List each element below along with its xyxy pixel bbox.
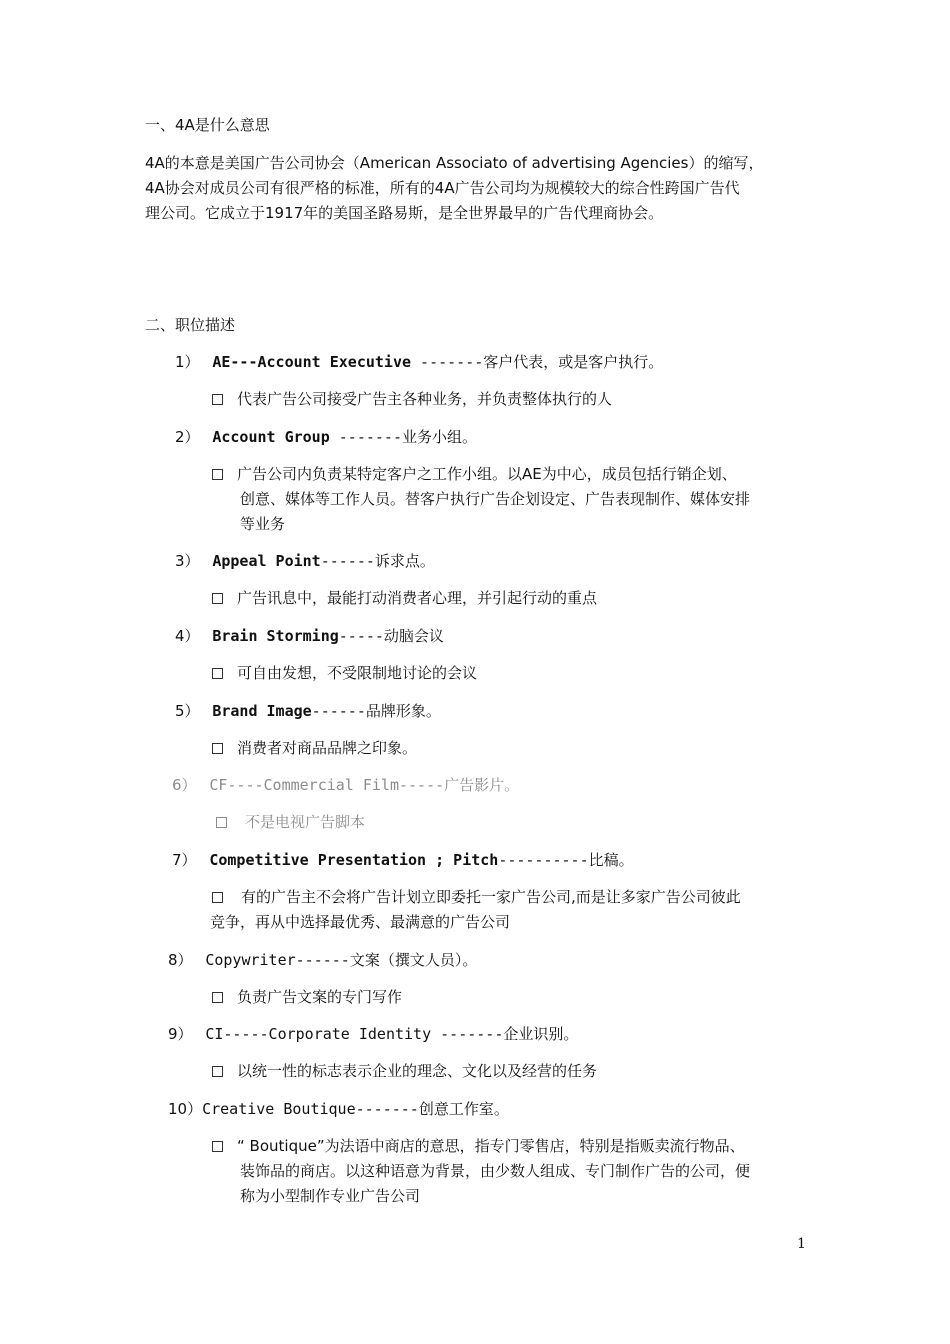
item-term: CF----Commercial Film bbox=[209, 776, 399, 794]
checkbox-bullet-icon bbox=[212, 469, 223, 480]
item-dashes: ------- bbox=[431, 1025, 504, 1043]
term-item-2 bbox=[175, 425, 477, 449]
item-dashes: ----- bbox=[398, 776, 445, 794]
item-meaning: 业务小组。 bbox=[401, 428, 477, 446]
item-meaning: 动脑会议 bbox=[383, 627, 444, 645]
item-desc: 消费者对商品品牌之印象。 bbox=[212, 736, 417, 760]
term-item-8 bbox=[168, 948, 477, 972]
item-dashes: ------ bbox=[311, 702, 366, 720]
item-meaning: 广告影片。 bbox=[444, 776, 520, 794]
term-item-7 bbox=[172, 848, 634, 872]
item-term: Appeal Point bbox=[212, 552, 321, 570]
item-desc: 不是电视广告脚本 bbox=[216, 810, 365, 834]
term-item-1 bbox=[175, 350, 663, 374]
item-meaning: 企业识别。 bbox=[503, 1025, 579, 1043]
checkbox-bullet-icon bbox=[212, 1066, 223, 1077]
item-term: Copywriter bbox=[205, 951, 296, 969]
checkbox-bullet-icon bbox=[212, 892, 223, 903]
item-meaning: 诉求点。 bbox=[374, 552, 435, 570]
item-desc: 负责广告文案的专门写作 bbox=[212, 985, 402, 1009]
item-desc-cont: 竞争，再从中选择最优秀、最满意的广告公司 bbox=[210, 913, 511, 931]
item-desc: “ Boutique”为法语中商店的意思，指专门零售店，特别是指贩卖流行物品、 bbox=[212, 1134, 745, 1158]
item-dashes: ------- bbox=[411, 353, 484, 371]
item-meaning: 客户代表，或是客户执行。 bbox=[483, 353, 664, 371]
item-desc-cont: 称为小型制作专业广告公司 bbox=[240, 1187, 421, 1205]
term-item-10 bbox=[168, 1097, 509, 1121]
item-desc: 以统一性的标志表示企业的理念、文化以及经营的任务 bbox=[212, 1059, 597, 1083]
item-number: 10） bbox=[168, 1100, 203, 1118]
section1-para-line: 理公司。它成立于1917年的美国圣路易斯，是全世界最早的广告代理商协会。 bbox=[145, 204, 664, 222]
term-item-9 bbox=[168, 1022, 578, 1046]
checkbox-bullet-icon bbox=[212, 593, 223, 604]
item-number: 9） bbox=[168, 1025, 193, 1043]
checkbox-bullet-icon bbox=[212, 992, 223, 1003]
item-term: Brand Image bbox=[212, 702, 312, 720]
item-term: Brain Storming bbox=[212, 627, 339, 645]
term-item-6 bbox=[172, 773, 519, 797]
item-desc: 代表广告公司接受广告主各种业务，并负责整体执行的人 bbox=[212, 387, 612, 411]
item-term: Account Group bbox=[212, 428, 330, 446]
item-number: 1） bbox=[175, 353, 200, 371]
page-number: 1 bbox=[797, 1236, 806, 1252]
checkbox-bullet-icon bbox=[216, 817, 227, 828]
item-dashes: ----- bbox=[338, 627, 384, 645]
item-desc: 广告讯息中，最能打动消费者心理，并引起行动的重点 bbox=[212, 586, 597, 610]
item-term: Creative Boutique bbox=[202, 1100, 356, 1118]
item-number: 3） bbox=[175, 552, 200, 570]
item-desc-cont: 创意、媒体等工作人员。替客户执行广告企划设定、广告表现制作、媒体安排 bbox=[240, 490, 751, 508]
item-number: 7） bbox=[172, 851, 197, 869]
item-term: Competitive Presentation ; Pitch bbox=[209, 851, 499, 869]
section1-para-line: 4A的本意是美国广告公司协会（American Associato of advertising Agencies）的缩写， bbox=[145, 154, 764, 172]
item-term: CI-----Corporate Identity bbox=[205, 1025, 432, 1043]
item-desc-cont: 装饰品的商店。以这种语意为背景，由少数人组成、专门制作广告的公司，便 bbox=[240, 1162, 751, 1180]
item-dashes: ---------- bbox=[498, 851, 589, 869]
term-item-3 bbox=[175, 549, 435, 573]
term-item-5 bbox=[175, 699, 441, 723]
checkbox-bullet-icon bbox=[212, 743, 223, 754]
item-meaning: 比稿。 bbox=[588, 851, 634, 869]
item-term: AE---Account Executive bbox=[212, 353, 412, 371]
item-dashes: ------ bbox=[320, 552, 375, 570]
section1-heading: 一、4A是什么意思 bbox=[145, 116, 270, 134]
item-number: 4） bbox=[175, 627, 200, 645]
item-number: 8） bbox=[168, 951, 193, 969]
item-desc-cont: 等业务 bbox=[240, 515, 286, 533]
item-meaning: 文案（撰文人员）。 bbox=[349, 951, 478, 969]
term-item-4 bbox=[175, 624, 444, 648]
item-number: 6） bbox=[172, 776, 197, 794]
item-dashes: ------- bbox=[329, 428, 402, 446]
item-dashes: ------- bbox=[355, 1100, 419, 1118]
item-meaning: 品牌形象。 bbox=[365, 702, 441, 720]
item-number: 2） bbox=[175, 428, 200, 446]
section2-heading: 二、职位描述 bbox=[145, 316, 236, 334]
checkbox-bullet-icon bbox=[212, 394, 223, 405]
checkbox-bullet-icon bbox=[212, 1141, 223, 1152]
section1-para-line: 4A协会对成员公司有很严格的标准，所有的4A广告公司均为规模较大的综合性跨国广告代 bbox=[145, 179, 740, 197]
checkbox-bullet-icon bbox=[212, 668, 223, 679]
item-number: 5） bbox=[175, 702, 200, 720]
item-desc: 广告公司内负责某特定客户之工作小组。以AE为中心，成员包括行销企划、 bbox=[212, 462, 737, 486]
item-meaning: 创意工作室。 bbox=[418, 1100, 509, 1118]
item-dashes: ------ bbox=[295, 951, 350, 969]
item-desc: 有的广告主不会将广告计划立即委托一家广告公司,而是让多家广告公司彼此 bbox=[212, 885, 741, 909]
item-desc: 可自由发想，不受限制地讨论的会议 bbox=[212, 661, 477, 685]
